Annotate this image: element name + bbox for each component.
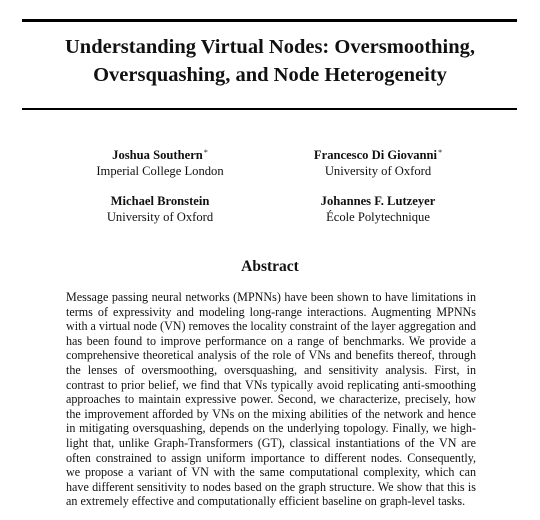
author-block-1	[60, 145, 260, 179]
author-name: Francesco Di Giovanni*	[313, 148, 443, 162]
abstract-line: with a virtual node (VN) removes the locality constraint of the layer aggregation and	[66, 319, 477, 334]
title-line-2: Oversquashing, and Node Heterogeneity	[93, 64, 447, 86]
equal-contribution-mark: *	[438, 148, 443, 157]
title-bottom-rule	[22, 108, 517, 110]
abstract-body	[66, 290, 476, 509]
author-name: Michael Bronstein	[110, 194, 210, 208]
author-name: Johannes F. Lutzeyer	[320, 194, 436, 208]
abstract-line: comprehensive theoretical analysis of the role of VNs and benefits thereof, through	[66, 348, 476, 363]
paper-title	[0, 33, 540, 89]
abstract-line: we propose a variant of VN with the same computational complexity, which can	[66, 465, 476, 480]
author-affiliation: University of Oxford	[324, 164, 432, 178]
abstract-line: the lenses of oversmoothing, oversquashing, and sensitivity analysis. First, in	[66, 362, 476, 377]
abstract-line: terms of expressivity and modeling long-range interactions. Augmenting MPNNs	[66, 304, 476, 319]
author-name: Joshua Southern*	[112, 148, 208, 162]
author-affiliation: Imperial College London	[96, 164, 224, 178]
author-affiliation: University of Oxford	[106, 210, 214, 224]
top-rule	[22, 19, 517, 22]
abstract-line: in mitigating oversquashing, depends on the underlying topology. Finally, we high-	[66, 421, 476, 436]
abstract-line: have different sensitivity to nodes based on the graph structure. We show that this is	[66, 479, 476, 494]
author-block-3	[60, 193, 260, 225]
author-block-4	[278, 193, 478, 225]
abstract-heading: Abstract	[241, 258, 299, 275]
abstract-line: approaches to maintain expressive power. Second, we characterize, precisely, how	[66, 392, 476, 407]
abstract-line: an extremely effective and computationally efficient baseline on graph-level tasks.	[66, 494, 466, 509]
author-affiliation: École Polytechnique	[326, 210, 430, 224]
abstract-line: contrast to prior belief, we find that VNs typically avoid replicating anti-smoothing	[66, 377, 476, 392]
abstract-line: often constrained to assign uniform importance to different nodes. Consequently,	[66, 450, 476, 465]
equal-contribution-mark: *	[203, 148, 208, 157]
abstract-line: light that, unlike Graph-Transformers (GT), classical instantiations of the VN are	[66, 435, 476, 450]
abstract-line: Message passing neural networks (MPNNs) have been shown to have limitations in	[66, 290, 476, 304]
abstract-line: has been found to improve performance on a range of benchmarks. We provide a	[66, 333, 476, 348]
author-block-2	[278, 145, 478, 179]
title-line-1: Understanding Virtual Nodes: Oversmoothing,	[64, 36, 476, 58]
abstract-line: the improvement afforded by VNs on the mixing abilities of the network and hence	[66, 406, 476, 421]
